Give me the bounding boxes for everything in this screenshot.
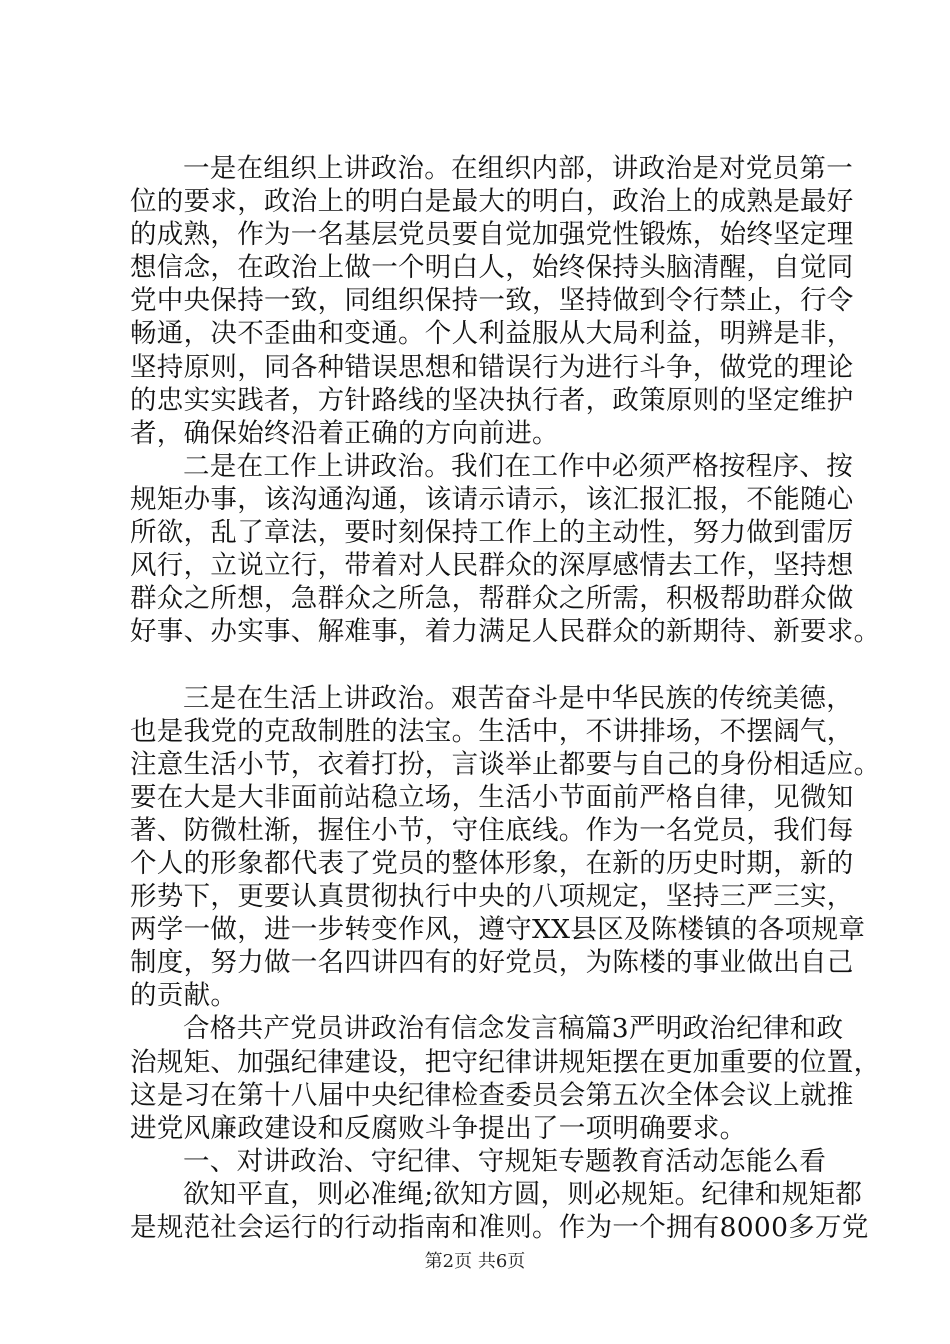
text-line: 群众之所想，急群众之所急，帮群众之所需，积极帮助群众做 — [130, 583, 854, 615]
text-line: 个人的形象都代表了党员的整体形象，在新的历史时期，新的 — [130, 847, 854, 879]
text-line: 制度，努力做一名四讲四有的好党员，为陈楼的事业做出自己 — [130, 947, 854, 979]
text-line: 好事、办实事、解难事，着力满足人民群众的新期待、新要求。 — [130, 616, 881, 648]
text-line: 位的要求，政治上的明白是最大的明白，政治上的成熟是最好 — [130, 186, 854, 218]
text-line: 欲知平直，则必准绳;欲知方圆，则必规矩。纪律和规矩都 — [183, 1178, 863, 1210]
text-line: 合格共产党员讲政治有信念发言稿篇3严明政治纪律和政 — [183, 1013, 844, 1045]
text-line: 的忠实实践者，方针路线的坚决执行者，政策原则的坚定维护 — [130, 384, 854, 416]
text-line: 坚持原则，同各种错误思想和错误行为进行斗争，做党的理论 — [130, 351, 854, 383]
text-line: 是规范社会运行的行动指南和准则。作为一个拥有8000多万党 — [130, 1212, 869, 1243]
page-footer: 第2页 共6页 — [424, 1251, 526, 1272]
text-line: 著、防微杜渐，握住小节，守住底线。作为一名党员，我们每 — [130, 814, 854, 846]
text-line: 所欲，乱了章法，要时刻保持工作上的主动性，努力做到雷厉 — [130, 517, 854, 549]
text-line: 也是我党的克敌制胜的法宝。生活中，不讲排场，不摆阔气， — [130, 715, 854, 747]
text-line: 这是习在第十八届中央纪律检查委员会第五次全体会议上就推 — [130, 1079, 854, 1111]
text-line: 两学一做，进一步转变作风，遵守XX县区及陈楼镇的各项规章 — [130, 914, 866, 946]
text-line: 注意生活小节，衣着打扮，言谈举止都要与自己的身份相适应。 — [130, 748, 881, 780]
text-line: 风行，立说立行，带着对人民群众的深厚感情去工作，坚持想 — [130, 550, 854, 582]
text-line: 者，确保始终沿着正确的方向前进。 — [130, 417, 559, 449]
text-line: 的成熟，作为一名基层党员要自觉加强党性锻炼，始终坚定理 — [130, 219, 854, 251]
text-line: 党中央保持一致，同组织保持一致，坚持做到令行禁止，行令 — [130, 285, 854, 317]
text-line: 想信念，在政治上做一个明白人，始终保持头脑清醒，自觉同 — [130, 252, 854, 284]
text-line: 一、对讲政治、守纪律、守规矩专题教育活动怎能么看 — [183, 1145, 827, 1177]
text-line: 要在大是大非面前站稳立场，生活小节面前严格自律，见微知 — [130, 781, 854, 813]
text-line: 一是在组织上讲政治。在组织内部，讲政治是对党员第一 — [183, 153, 853, 184]
text-line: 二是在工作上讲政治。我们在工作中必须严格按程序、按 — [183, 450, 853, 482]
text-line: 治规矩、加强纪律建设，把守纪律讲规矩摆在更加重要的位置， — [130, 1046, 881, 1078]
text-line: 形势下，更要认真贯彻执行中央的八项规定，坚持三严三实， — [130, 881, 854, 913]
text-line: 规矩办事，该沟通沟通，该请示请示，该汇报汇报，不能随心 — [130, 483, 854, 515]
text-line: 进党风廉政建设和反腐败斗争提出了一项明确要求。 — [130, 1112, 747, 1144]
blank-line — [130, 648, 845, 681]
body-text — [130, 152, 881, 1244]
text-line: 畅通，决不歪曲和变通。个人利益服从大局利益，明辨是非， — [130, 318, 854, 350]
text-line: 三是在生活上讲政治。艰苦奋斗是中华民族的传统美德， — [183, 682, 853, 714]
text-line: 的贡献。 — [130, 980, 238, 1012]
